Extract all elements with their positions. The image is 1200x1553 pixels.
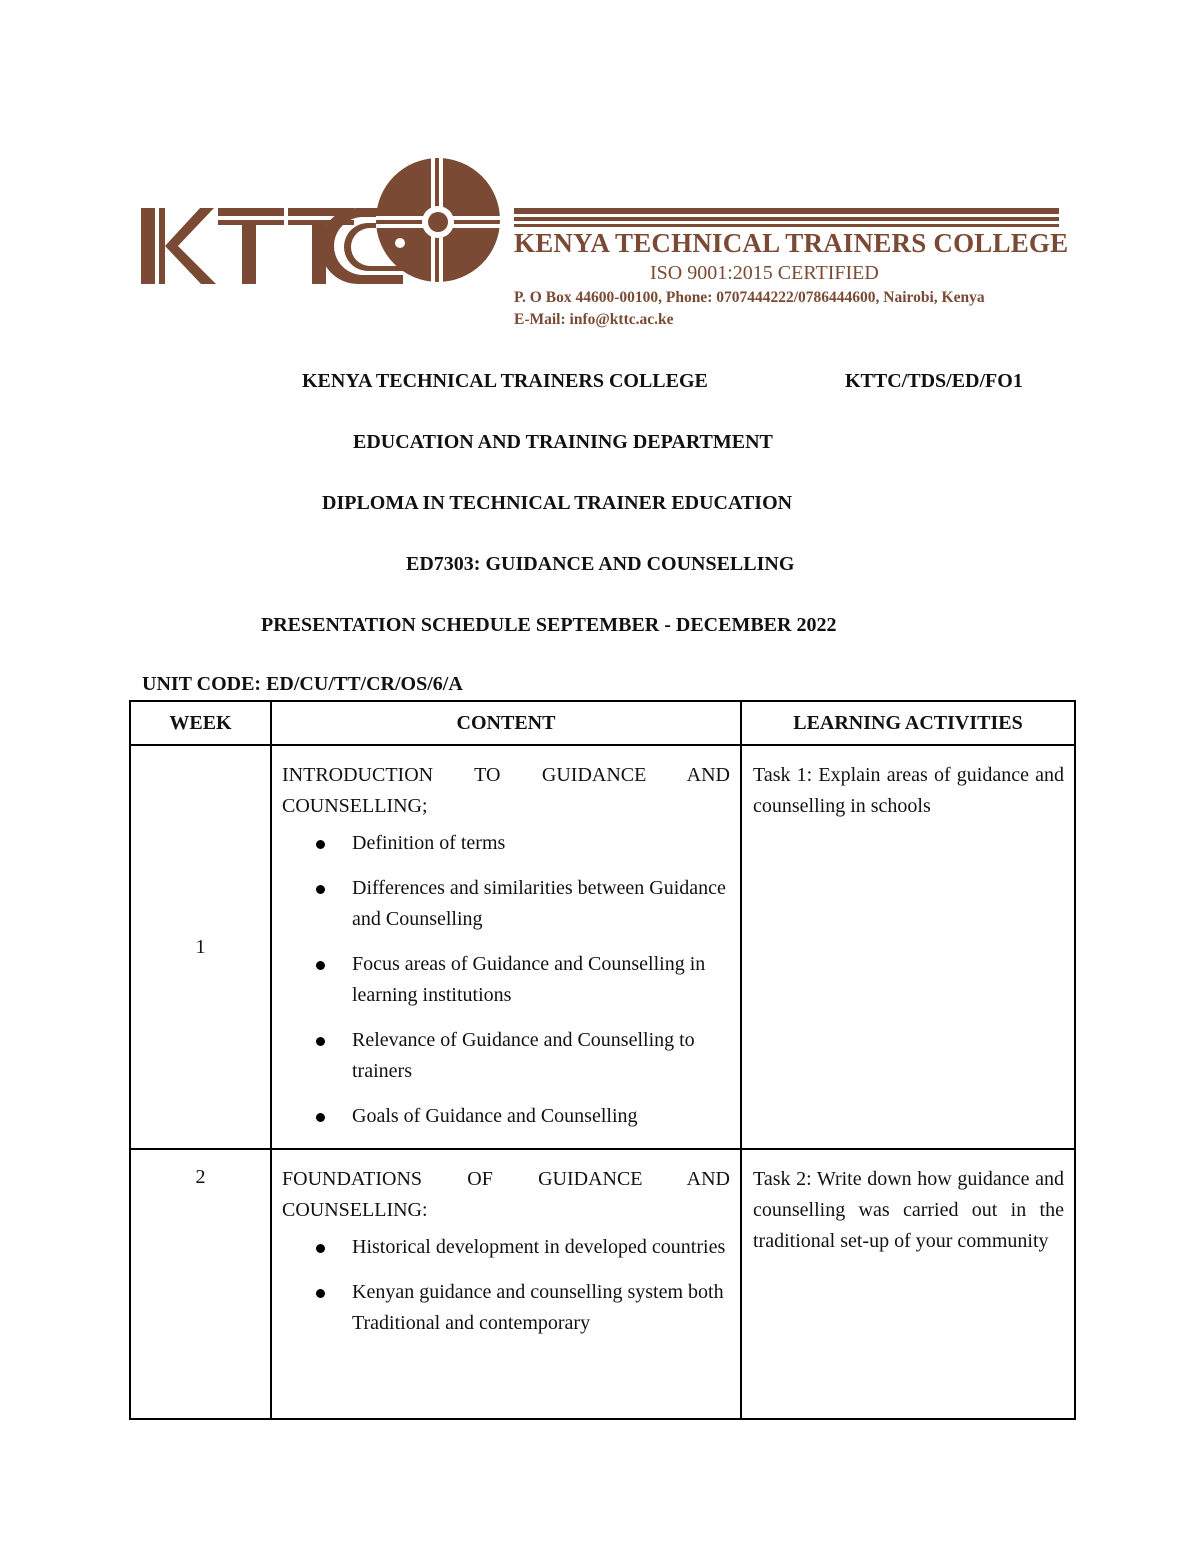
list-item: Historical development in developed countries xyxy=(352,1232,730,1263)
programme-title: DIPLOMA IN TECHNICAL TRAINER EDUCATION xyxy=(322,492,793,514)
topic-title: INTRODUCTION TO GUIDANCE AND COUNSELLING; xyxy=(282,764,730,817)
bullet-icon xyxy=(316,1113,325,1122)
schedule-title: PRESENTATION SCHEDULE SEPTEMBER - DECEMBER 2022 xyxy=(261,614,837,636)
form-code: KTTC/TDS/ED/FO1 xyxy=(845,370,1023,392)
topic-list xyxy=(282,828,730,1132)
schedule-table xyxy=(129,700,1076,1420)
column-header-content: CONTENT xyxy=(271,701,741,745)
activity-cell: Task 1: Explain areas of guidance and counselling in schools xyxy=(741,745,1075,1149)
content-cell xyxy=(271,1149,741,1419)
list-item: Kenyan guidance and counselling system both Traditional and contemporary xyxy=(352,1277,730,1339)
bullet-icon xyxy=(316,1289,325,1298)
bullet-icon xyxy=(316,885,325,894)
college-title: KENYA TECHNICAL TRAINERS COLLEGE xyxy=(302,370,708,392)
week-cell: 2 xyxy=(130,1149,271,1419)
content-cell xyxy=(271,745,741,1149)
letterhead-address: P. O Box 44600-00100, Phone: 0707444222/0786444600, Nairobi, Kenya xyxy=(514,289,985,306)
bullet-icon xyxy=(316,1037,325,1046)
list-item: Definition of terms xyxy=(352,828,730,859)
topic-title: FOUNDATIONS OF GUIDANCE AND COUNSELLING: xyxy=(282,1168,730,1221)
bullet-icon xyxy=(316,961,325,970)
week-cell: 1 xyxy=(130,745,271,1149)
bullet-icon xyxy=(316,1244,325,1253)
table-row xyxy=(130,1149,1075,1419)
list-item: Goals of Guidance and Counselling xyxy=(352,1101,730,1132)
unit-code: UNIT CODE: ED/CU/TT/CR/OS/6/A xyxy=(142,673,463,695)
list-item: Differences and similarities between Guidance and Counselling xyxy=(352,873,730,935)
letterhead-iso: ISO 9001:2015 CERTIFIED xyxy=(650,262,879,284)
unit-title: ED7303: GUIDANCE AND COUNSELLING xyxy=(406,553,795,575)
letterhead-email: E-Mail: info@kttc.ac.ke xyxy=(514,311,674,328)
activity-cell: Task 2: Write down how guidance and counselling was carried out in the traditional set-up of your community xyxy=(741,1149,1075,1419)
table-row xyxy=(130,745,1075,1149)
column-header-activities: LEARNING ACTIVITIES xyxy=(741,701,1075,745)
letterhead xyxy=(138,150,1069,340)
column-header-week: WEEK xyxy=(130,701,271,745)
table-header-row xyxy=(130,701,1075,745)
topic-list xyxy=(282,1232,730,1339)
letterhead-college-name: KENYA TECHNICAL TRAINERS COLLEGE xyxy=(514,228,1069,258)
department-title: EDUCATION AND TRAINING DEPARTMENT xyxy=(353,431,773,453)
bullet-icon xyxy=(316,840,325,849)
list-item: Focus areas of Guidance and Counselling in learning institutions xyxy=(352,949,730,1011)
list-item: Relevance of Guidance and Counselling to trainers xyxy=(352,1025,730,1087)
